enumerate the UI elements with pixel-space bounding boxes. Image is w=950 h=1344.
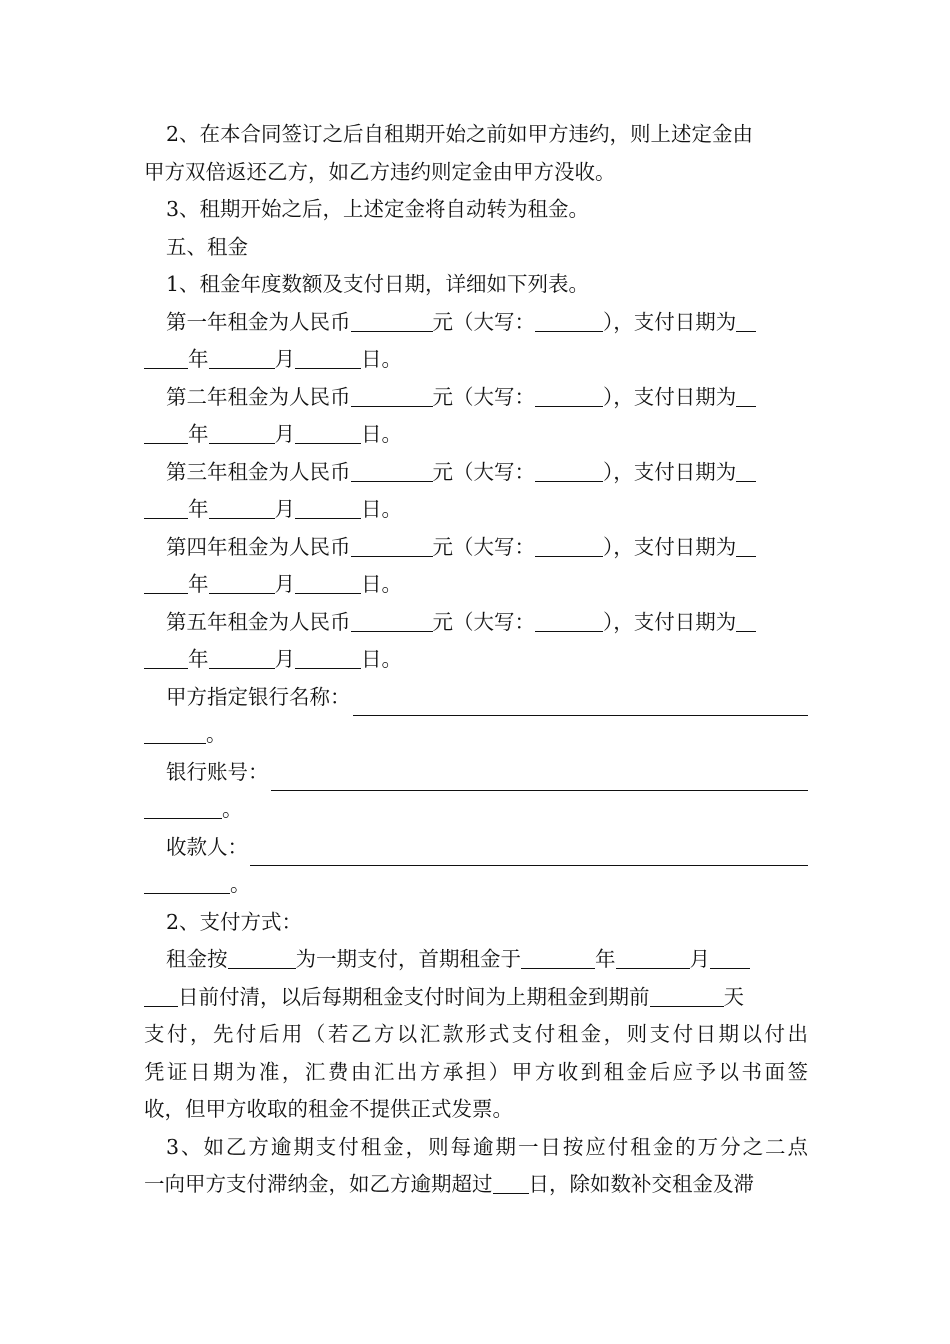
bank-name-blank-cont[interactable] bbox=[144, 723, 206, 745]
rent-year3-label: 第三年租金为人民币 bbox=[166, 459, 351, 484]
deposit-item3: 3、租期开始之后，上述定金将自动转为租金。 bbox=[166, 197, 590, 221]
pay-date-label: ），支付日期为 bbox=[603, 309, 737, 334]
rent-year2-line1 bbox=[144, 379, 808, 417]
payee-row bbox=[144, 829, 808, 867]
payee-blank[interactable] bbox=[250, 839, 808, 866]
pay-day-blank[interactable] bbox=[295, 423, 361, 445]
day-char: 日。 bbox=[361, 422, 402, 446]
rent-amount-blank[interactable] bbox=[351, 460, 433, 482]
rent-item2-line1 bbox=[144, 941, 808, 979]
rent-year4-label: 第四年租金为人民币 bbox=[166, 534, 351, 559]
rent-amount-blank[interactable] bbox=[351, 310, 433, 332]
rent-year5-line2 bbox=[144, 641, 808, 679]
pay-month-blank[interactable] bbox=[209, 423, 275, 445]
day-char: 日。 bbox=[361, 347, 402, 371]
pay-month-blank[interactable] bbox=[209, 348, 275, 370]
bank-name-label: 甲方指定银行名称： bbox=[166, 684, 351, 709]
payee-row-cont bbox=[144, 866, 808, 904]
bank-account-row-cont bbox=[144, 791, 808, 829]
overdue-days-blank[interactable] bbox=[493, 1173, 529, 1195]
year-char: 年 bbox=[188, 347, 209, 371]
rent-item2-line3: 支付，先付后用（若乙方以汇款形式支付租金，则支付日期以付出 bbox=[144, 1022, 808, 1046]
yuan-daxie-label: 元（大写： bbox=[432, 309, 535, 334]
day-char: 日。 bbox=[361, 647, 402, 671]
daxie-blank[interactable] bbox=[535, 310, 603, 332]
deposit-item2-line2: 甲方双倍返还乙方，如乙方违约则定金由甲方没收。 bbox=[144, 159, 616, 184]
rent-year4-line1 bbox=[144, 529, 808, 567]
text: 月 bbox=[689, 947, 710, 971]
rent-year2-label: 第二年租金为人民币 bbox=[166, 384, 351, 409]
bank-account-blank-cont[interactable] bbox=[144, 798, 222, 820]
daxie-blank[interactable] bbox=[535, 610, 603, 632]
rent-year1-label: 第一年租金为人民币 bbox=[166, 309, 351, 334]
rent-item2-line2 bbox=[144, 979, 808, 1017]
pay-year-blank-a[interactable] bbox=[736, 310, 756, 332]
yuan-daxie-label: 元（大写： bbox=[432, 384, 535, 409]
rent-year1-line1 bbox=[144, 304, 808, 342]
text: 日前付清，以后每期租金支付时间为上期租金到期前 bbox=[178, 984, 650, 1009]
rent-year1-line2 bbox=[144, 341, 808, 379]
yuan-daxie-label: 元（大写： bbox=[432, 609, 535, 634]
bank-account-blank[interactable] bbox=[271, 764, 809, 791]
period-mark: 。 bbox=[230, 872, 251, 896]
pay-date-label: ），支付日期为 bbox=[603, 534, 737, 559]
yuan-daxie-label: 元（大写： bbox=[432, 534, 535, 559]
pay-year-blank-b[interactable] bbox=[144, 498, 188, 520]
pay-year-blank-b[interactable] bbox=[144, 648, 188, 670]
payee-blank-cont[interactable] bbox=[144, 873, 230, 895]
pay-date-label: ），支付日期为 bbox=[603, 609, 737, 634]
pay-year-blank-a[interactable] bbox=[736, 535, 756, 557]
contract-page bbox=[144, 116, 808, 1204]
bank-name-row-cont bbox=[144, 716, 808, 754]
rent-item1: 1、租金年度数额及支付日期，详细如下列表。 bbox=[166, 272, 590, 296]
pay-day-blank[interactable] bbox=[295, 498, 361, 520]
section5-heading: 五、租金 bbox=[166, 234, 248, 259]
pay-date-label: ），支付日期为 bbox=[603, 384, 737, 409]
rent-amount-blank[interactable] bbox=[351, 385, 433, 407]
text: 年 bbox=[595, 947, 616, 971]
month-char: 月 bbox=[274, 422, 295, 446]
yuan-daxie-label: 元（大写： bbox=[432, 459, 535, 484]
year-char: 年 bbox=[188, 647, 209, 671]
rent-item3-line1: 3、如乙方逾期支付租金，则每逾期一日按应付租金的万分之二点 bbox=[166, 1134, 808, 1159]
pay-year-blank-a[interactable] bbox=[736, 385, 756, 407]
pay-year-blank-a[interactable] bbox=[736, 610, 756, 632]
month-char: 月 bbox=[274, 347, 295, 371]
first-day-blank-b[interactable] bbox=[144, 985, 178, 1007]
pay-year-blank-b[interactable] bbox=[144, 423, 188, 445]
rent-amount-blank[interactable] bbox=[351, 610, 433, 632]
day-char: 日。 bbox=[361, 497, 402, 521]
bank-name-row bbox=[144, 679, 808, 717]
days-before-blank[interactable] bbox=[650, 985, 724, 1007]
year-char: 年 bbox=[188, 497, 209, 521]
pay-month-blank[interactable] bbox=[209, 498, 275, 520]
pay-month-blank[interactable] bbox=[209, 648, 275, 670]
month-char: 月 bbox=[274, 497, 295, 521]
first-day-blank-a[interactable] bbox=[710, 948, 750, 970]
pay-day-blank[interactable] bbox=[295, 348, 361, 370]
daxie-blank[interactable] bbox=[535, 460, 603, 482]
pay-day-blank[interactable] bbox=[295, 648, 361, 670]
month-char: 月 bbox=[274, 647, 295, 671]
rent-year4-line2 bbox=[144, 566, 808, 604]
rent-year3-line1 bbox=[144, 454, 808, 492]
month-char: 月 bbox=[274, 572, 295, 596]
text: 一向甲方支付滞纳金，如乙方逾期超过 bbox=[144, 1172, 493, 1196]
pay-month-blank[interactable] bbox=[209, 573, 275, 595]
text: 租金按 bbox=[166, 947, 228, 971]
pay-day-blank[interactable] bbox=[295, 573, 361, 595]
text: 天 bbox=[723, 984, 744, 1009]
rent-item2-title: 2、支付方式： bbox=[166, 909, 303, 934]
first-month-blank[interactable] bbox=[616, 948, 690, 970]
period-mark: 。 bbox=[206, 722, 227, 746]
rent-item2-line4: 凭证日期为准，汇费由汇出方承担）甲方收到租金后应予以书面签 bbox=[144, 1059, 808, 1084]
daxie-blank[interactable] bbox=[535, 535, 603, 557]
first-year-blank[interactable] bbox=[521, 948, 595, 970]
pay-year-blank-b[interactable] bbox=[144, 573, 188, 595]
deposit-item2-line1: 2、在本合同签订之后自租期开始之前如甲方违约，则上述定金由 bbox=[166, 122, 754, 146]
pay-year-blank-a[interactable] bbox=[736, 460, 756, 482]
payee-label: 收款人： bbox=[166, 834, 248, 859]
bank-account-label: 银行账号： bbox=[166, 759, 269, 784]
period-mark: 。 bbox=[222, 797, 243, 821]
period-blank[interactable] bbox=[228, 948, 296, 970]
pay-date-label: ），支付日期为 bbox=[603, 459, 737, 484]
text: 日，除如数补交租金及滞 bbox=[528, 1172, 754, 1196]
rent-year5-line1 bbox=[144, 604, 808, 642]
day-char: 日。 bbox=[361, 572, 402, 596]
rent-year5-label: 第五年租金为人民币 bbox=[166, 609, 351, 634]
rent-item2-line5: 收，但甲方收取的租金不提供正式发票。 bbox=[144, 1097, 513, 1121]
rent-year2-line2 bbox=[144, 416, 808, 454]
bank-name-blank[interactable] bbox=[353, 689, 809, 716]
pay-year-blank-b[interactable] bbox=[144, 348, 188, 370]
bank-account-row bbox=[144, 754, 808, 792]
rent-year3-line2 bbox=[144, 491, 808, 529]
daxie-blank[interactable] bbox=[535, 385, 603, 407]
year-char: 年 bbox=[188, 422, 209, 446]
text: 为一期支付，首期租金于 bbox=[295, 947, 521, 971]
rent-amount-blank[interactable] bbox=[351, 535, 433, 557]
year-char: 年 bbox=[188, 572, 209, 596]
rent-item3-line2 bbox=[144, 1166, 808, 1204]
